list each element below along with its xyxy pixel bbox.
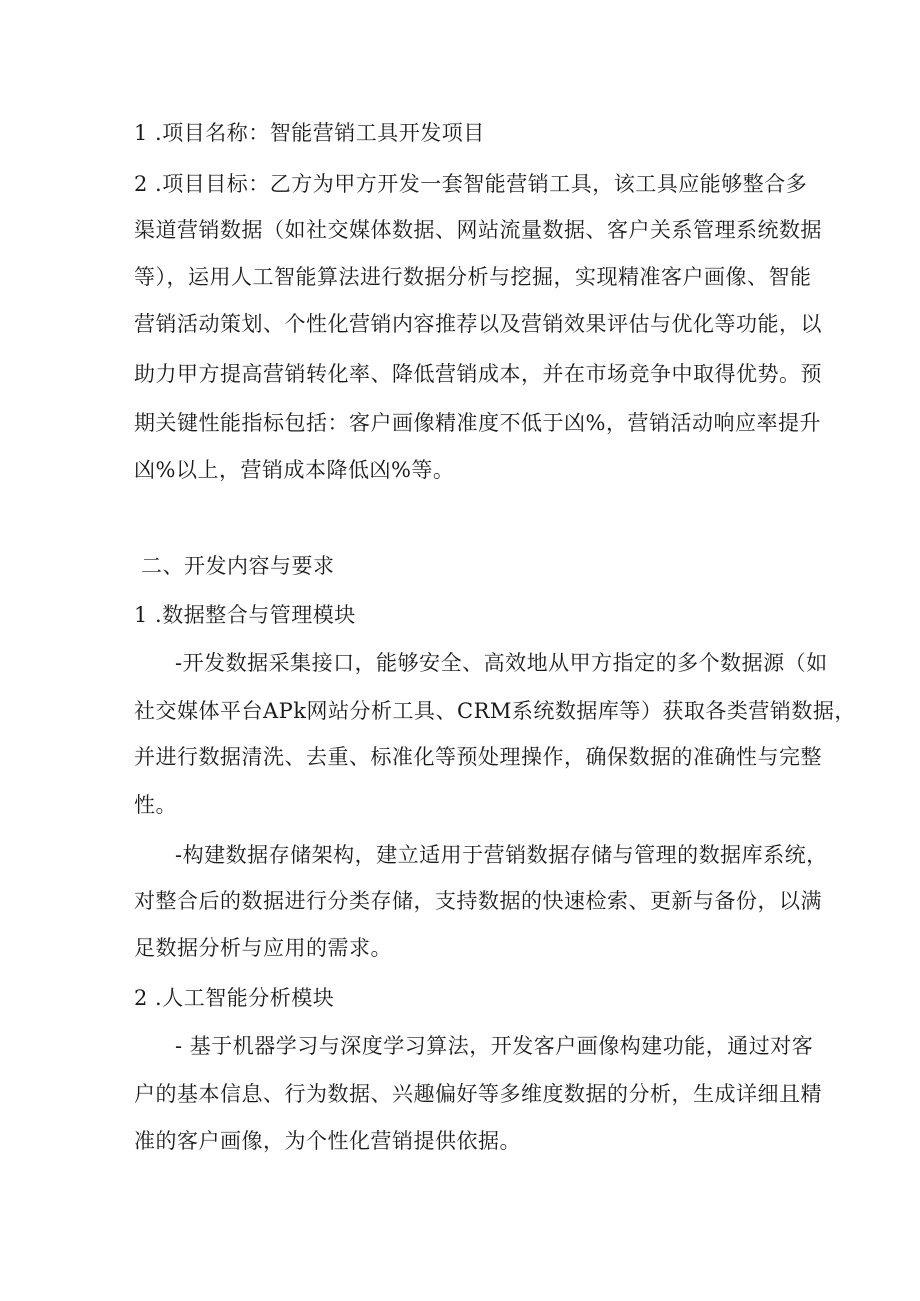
project-name-item: 1 .项目名称：智能营销工具开发项目: [134, 121, 485, 145]
module-2-para-1-line-3: 准的客户画像，为个性化营销提供依据。: [134, 1129, 521, 1153]
project-goal-line-3: 等），运用人工智能算法进行数据分析与挖掘，实现精准客户画像、智能: [134, 265, 812, 289]
module-2-title: 2 .人工智能分析模块: [134, 986, 335, 1010]
project-goal-line-1: 2 .项目目标：乙方为甲方开发一套智能营销工具，该工具应能够整合多: [134, 172, 808, 196]
module-1-para-2-line-1: -构建数据存储架构，建立适用于营销数据存储与管理的数据库系统，: [175, 843, 828, 867]
module-2-para-1-line-2: 户的基本信息、行为数据、兴趣偏好等多维度数据的分析，生成详细且精: [134, 1082, 822, 1106]
section-heading: 二、开发内容与要求: [141, 554, 335, 578]
module-1-para-2-line-3: 足数据分析与应用的需求。: [134, 936, 392, 960]
module-1-para-2-line-2: 对整合后的数据进行分类存储，支持数据的快速检索、更新与备份，以满: [134, 889, 822, 913]
module-1-para-1-line-2: 社交媒体平台APk网站分析工具、CRM系统数据库等）获取各类营销数据，: [134, 699, 856, 723]
module-1-para-1-line-1: -开发数据采集接口，能够安全、高效地从甲方指定的多个数据源（如: [175, 651, 828, 675]
project-goal-line-4: 营销活动策划、个性化营销内容推荐以及营销效果评估与优化等功能，以: [134, 312, 822, 336]
module-2-para-1-line-1: - 基于机器学习与深度学习算法，开发客户画像构建功能，通过对客: [175, 1034, 814, 1058]
project-goal-line-7: 凶%以上，营销成本降低凶%等。: [134, 458, 455, 482]
project-goal-line-6: 期关键性能指标包括：客户画像精准度不低于凶%，营销活动响应率提升: [134, 411, 821, 435]
module-1-title: 1 .数据整合与管理模块: [134, 603, 356, 627]
module-1-para-1-line-3: 并进行数据清洗、去重、标准化等预处理操作，确保数据的准确性与完整: [134, 745, 822, 769]
project-goal-line-2: 渠道营销数据（如社交媒体数据、网站流量数据、客户关系管理系统数据: [134, 218, 822, 242]
project-goal-line-5: 助力甲方提高营销转化率、降低营销成本，并在市场竞争中取得优势。预: [134, 362, 822, 386]
module-1-para-1-line-4: 性。: [134, 793, 177, 817]
